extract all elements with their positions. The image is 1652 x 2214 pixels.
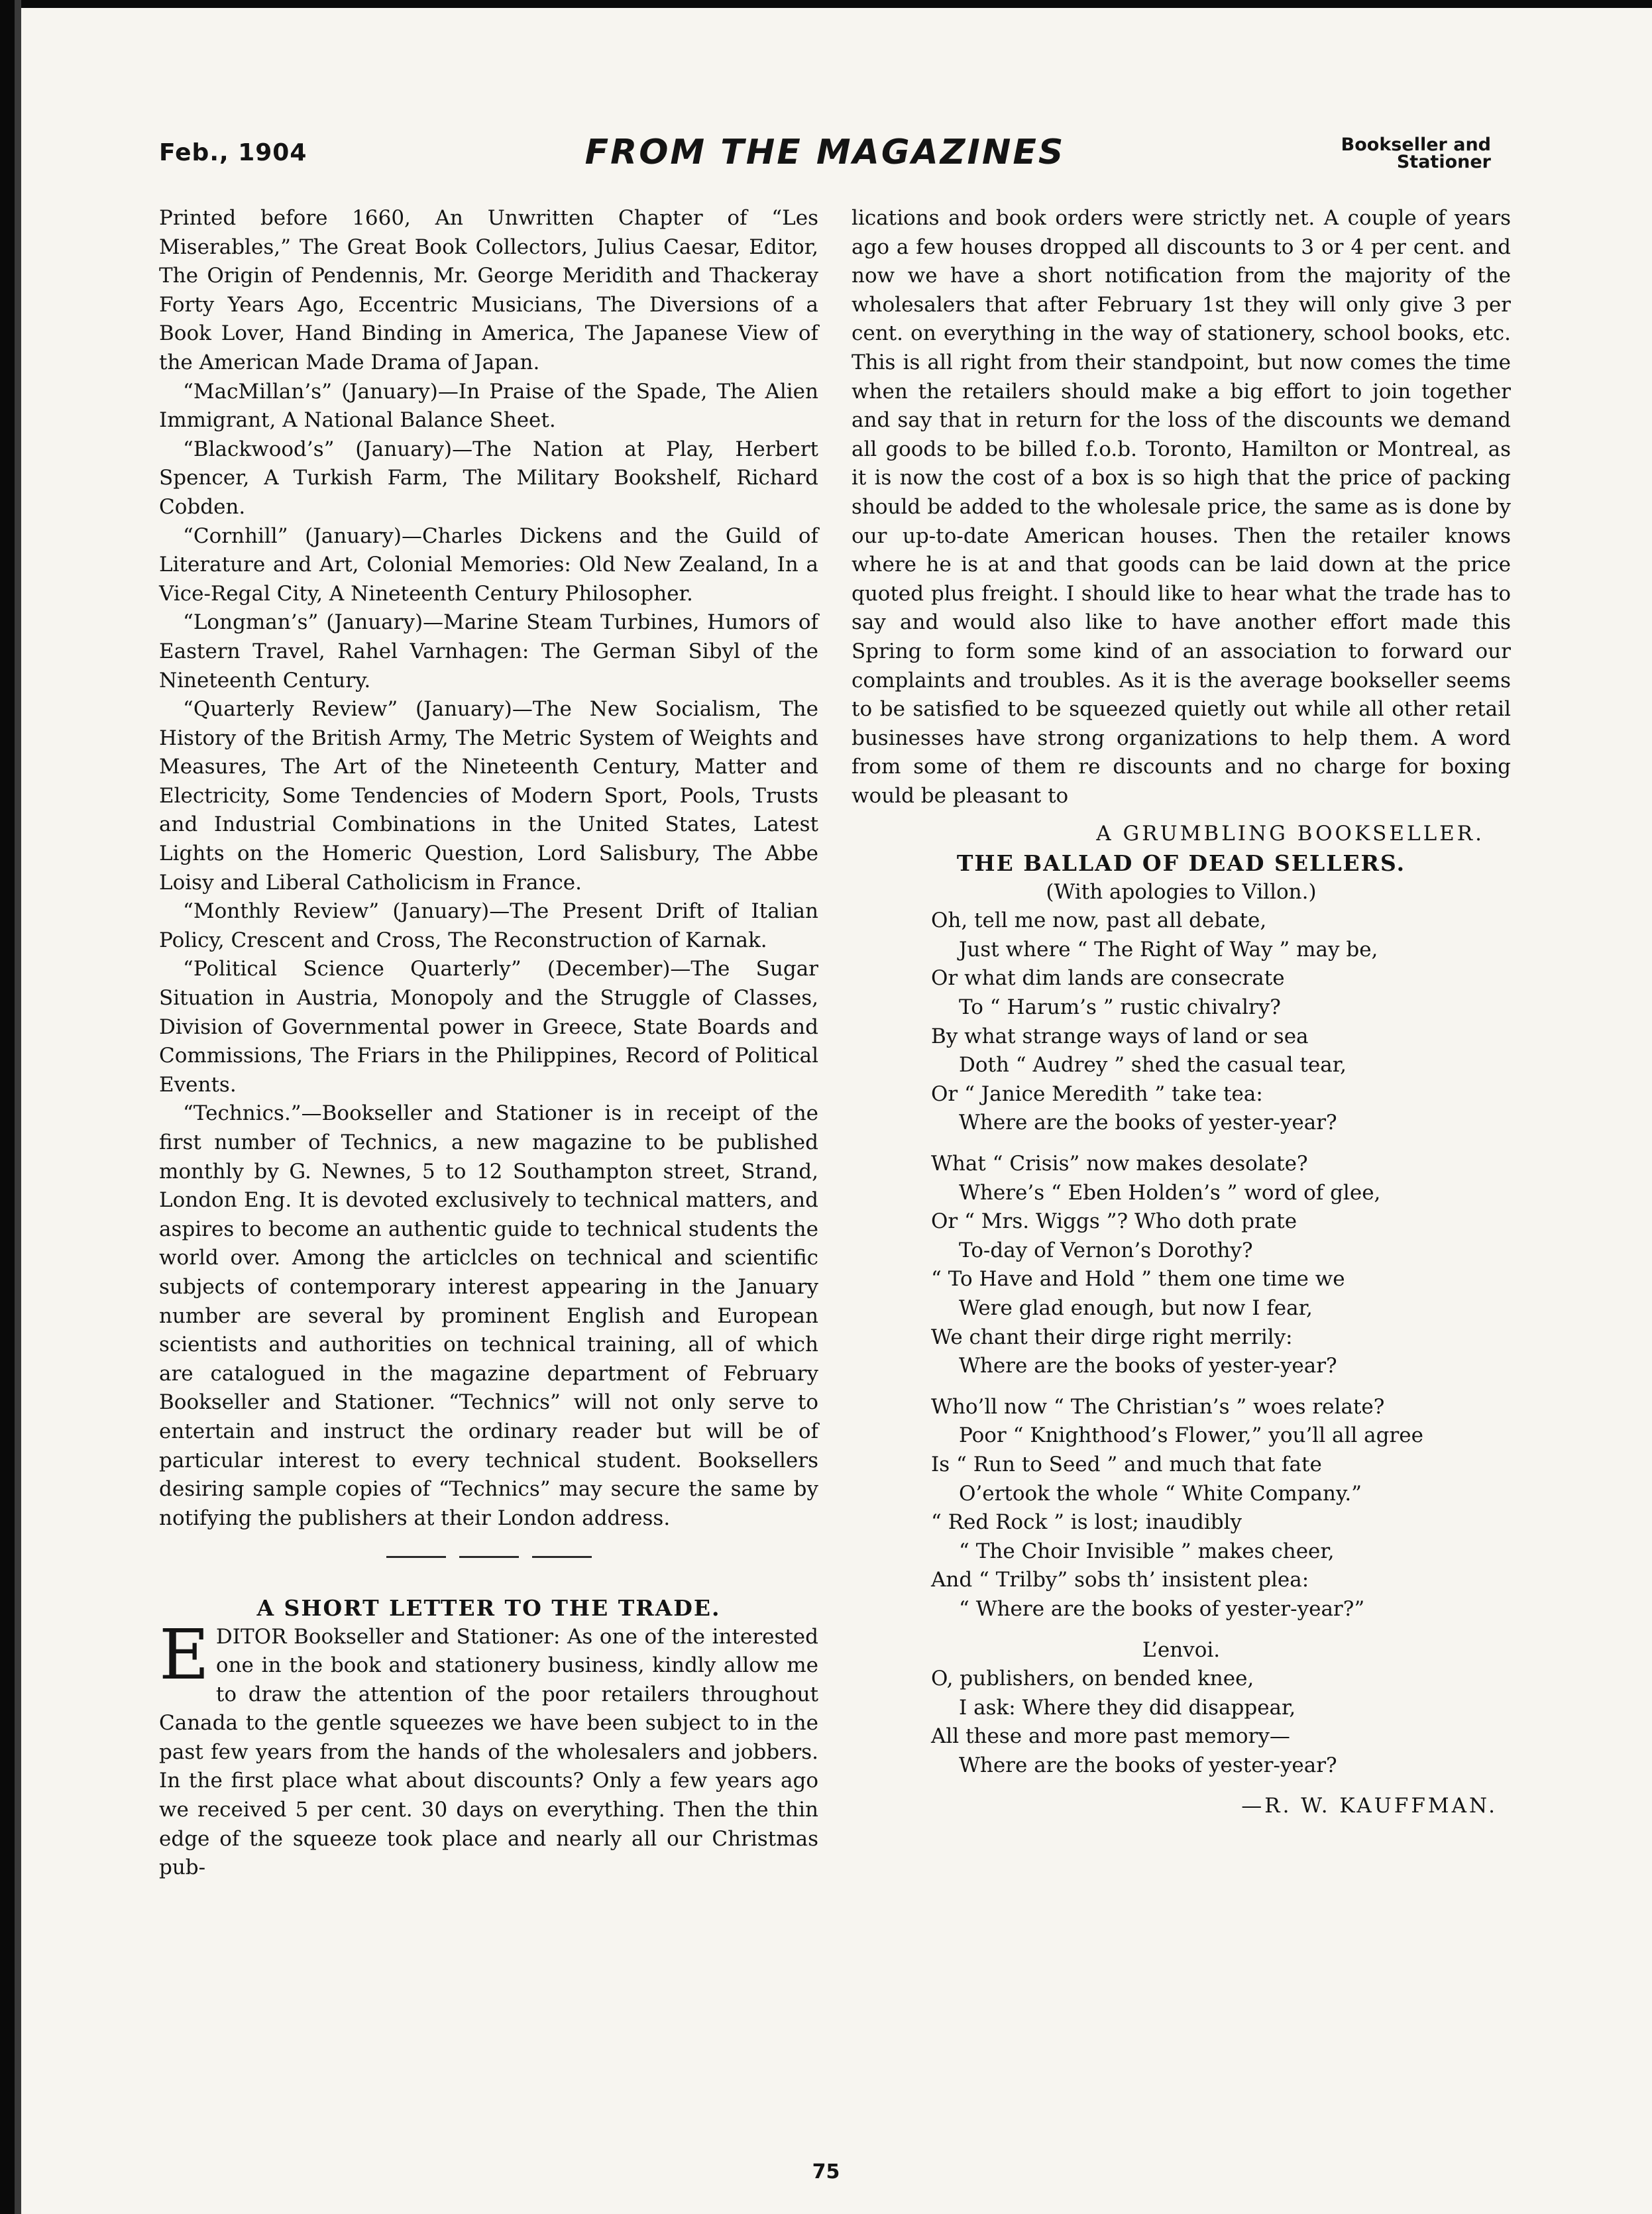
magazine-listing: “Longman’s” (January)—Marine Steam Turbines, Humors of Eastern Travel, Rahel Varnhagen: The German Sibyl of the Nineteenth Century. (159, 610, 818, 692)
page-left-edge (0, 0, 15, 2214)
verse-line: Poor “ Knighthood’s Flower,” you’ll all agree (959, 1423, 1423, 1448)
page-top-edge (0, 0, 1652, 8)
verse-line: Where are the books of yester-year? (959, 1753, 1337, 1777)
ballad-stanza (931, 1150, 1511, 1381)
verse-line: What “ Crisis” now makes desolate? (931, 1152, 1308, 1176)
ballad-title: THE BALLAD OF DEAD SELLERS. (956, 850, 1406, 877)
verse-line: “ The Choir Invisible ” makes cheer, (959, 1539, 1335, 1563)
ballad-author: —R. W. KAUFFMAN. (1241, 1794, 1498, 1818)
verse-line: “ Red Rock ” is lost; inaudibly (931, 1510, 1242, 1535)
verse-line: Oh, tell me now, past all debate, (931, 909, 1267, 933)
verse-line: We chant their dirge right merrily: (931, 1325, 1293, 1349)
technics-notice: “Technics.”—Bookseller and Stationer is in receipt of the first number of Technics, a new magazine to be published monthly by G. Newnes, 5 to 12 Southampton street, Strand, London Eng. It is devoted exclusively to technical matters, and aspires to become an authentic guide to technical students the world over. Among the articlcles on technical and scientific subjects of contemporary interest appearing in the January number are several by prominent English and European scientists and authorities on technical training, all of which are catalogued in the magazine department of February Bookseller and Stationer. “Technics” will not only serve to entertain and instruct the ordinary reader but will be of particular interest to every technical student. Booksellers desiring sample copies of “Technics” may secure the same by notifying the publishers at their London address. (159, 1101, 818, 1530)
verse-line: Just where “ The Right of Way ” may be, (959, 937, 1378, 962)
magazine-listing: “Blackwood’s” (January)—The Nation at Play, Herbert Spencer, A Turkish Farm, The Military Bookshelf, Richard Cobden. (159, 437, 818, 519)
letter-text: DITOR Bookseller and Stationer: As one of the interested one in the book and stationery business, kindly allow me to draw the attention of the poor retailers throughout Canada to the gentle squeezes we have been subject to in the past few years from the hands of the wholesalers and jobbers. In the first place what about discounts? Only a few years ago we received 5 per cent. 30 days on everything. Then the thin edge of the squeeze took place and nearly all our Christmas pub- (159, 1624, 818, 1880)
ballad-stanza (931, 1393, 1511, 1624)
left-column (159, 204, 818, 1883)
publication-name-line2: Stationer (1396, 152, 1491, 172)
section-divider (159, 1542, 818, 1571)
envoi-stanza (931, 1665, 1511, 1780)
letter-heading: A SHORT LETTER TO THE TRADE. (256, 1594, 721, 1621)
publication-name (1341, 137, 1491, 171)
verse-line: Or “ Mrs. Wiggs ”? Who doth prate (931, 1209, 1297, 1234)
magazine-listing: “Political Science Quarterly” (December)—The Sugar Situation in Austria, Monopoly and the Struggle of Classes, Division of Governmental power in Greece, State Boards and Commissions, The Friars in the Philippines, Record of Political Events. (159, 957, 818, 1097)
ballad-subtitle: (With apologies to Villon.) (1046, 879, 1317, 904)
verse-line: Who’ll now “ The Christian’s ” woes relate? (931, 1394, 1385, 1419)
verse-line: Or “ Janice Meredith ” take tea: (931, 1081, 1263, 1106)
magazine-listing: “Cornhill” (January)—Charles Dickens and the Guild of Literature and Art, Colonial Memories: Old New Zealand, In a Vice-Regal City, A Nineteenth Century Philosopher. (159, 524, 818, 606)
publication-name-line1: Bookseller and (1341, 135, 1491, 155)
verse-line: Where are the books of yester-year? (959, 1354, 1337, 1378)
section-title: FROM THE MAGAZINES (584, 133, 1066, 172)
verse-line: Were glad enough, but now I fear, (959, 1296, 1313, 1320)
verse-line: And “ Trilby” sobs th’ insistent plea: (931, 1568, 1309, 1592)
page-left-edge-shadow (15, 0, 21, 2214)
verse-line: By what strange ways of land or sea (931, 1024, 1309, 1048)
verse-line: To-day of Vernon’s Dorothy? (959, 1238, 1253, 1262)
drop-cap: E (159, 1614, 209, 1695)
right-column (852, 204, 1511, 1821)
ballad-stanza (931, 907, 1511, 1138)
verse-line: All these and more past memory— (931, 1724, 1290, 1749)
magazine-listing: “Monthly Review” (January)—The Present Drift of Italian Policy, Crescent and Cross, The Reconstruction of Karnak. (159, 899, 818, 952)
verse-line: O’ertook the whole “ White Company.” (959, 1481, 1362, 1506)
letter-body-continued: lications and book orders were strictly net. A couple of years ago a few houses dropped all discounts to 3 or 4 per cent. and now we have a short notification from the majority of the wholesalers that after February 1st they will only give 3 per cent. on everything in the way of stationery, school books, etc. This is all right from their standpoint, but now comes the time when the retailers should make a big effort to join together and say that in return for the loss of the discounts we demand all goods to be billed f.o.b. Toronto, Hamilton or Montreal, as it is now the cost of a box is so high that the price of packing should be added to the wholesale price, the same as is done by our up-to-date American houses. Then the retailer knows where he is at and that goods can be laid down at the price quoted plus freight. I should like to hear what the trade has to say and would also like to have another effort made this Spring to form some kind of an association to forward our complaints and troubles. As it is the average bookseller seems to be satisfied to be squeezed quietly out while all other retail businesses have strong organizations to help them. A word from some of them re discounts and no charge for boxing would be pleasant to (852, 206, 1511, 808)
envoi-title: L’envoi. (1142, 1637, 1221, 1662)
magazine-listing: “Quarterly Review” (January)—The New Socialism, The History of the British Army, The Metric System of Weights and Measures, The Art of the Nineteenth Century, Matter and Electricity, Some Tendencies of Modern Sport, Pools, Trusts and Industrial Combinations in the United States, Latest Lights on the Homeric Question, Lord Salisbury, The Abbe Loisy and Liberal Catholicism in France. (159, 697, 818, 895)
letter-signature: A GRUMBLING BOOKSELLER. (1096, 822, 1484, 846)
verse-line: Where’s “ Eben Holden’s ” word of glee, (959, 1180, 1381, 1205)
verse-line: I ask: Where they did disappear, (959, 1695, 1296, 1720)
issue-date: Feb., 1904 (159, 139, 307, 166)
magazine-listing: “MacMillan’s” (January)—In Praise of the Spade, The Alien Immigrant, A National Balance Sheet. (159, 379, 818, 433)
magazine-listing: Printed before 1660, An Unwritten Chapter of “Les Miserables,” The Great Book Collectors, Julius Caesar, Editor, The Origin of Pendennis, Mr. George Meridith and Thackeray Forty Years Ago, Eccentric Musicians, The Diversions of a Book Lover, Hand Binding in America, The Japanese View of the American Made Drama of Japan. (159, 206, 818, 374)
verse-line: “ Where are the books of yester-year?” (959, 1596, 1365, 1621)
letter-body-start (159, 1614, 818, 1883)
verse-line: Or what dim lands are consecrate (931, 966, 1285, 991)
page-number: 75 (812, 2160, 840, 2184)
verse-line: “ To Have and Hold ” them one time we (931, 1267, 1345, 1292)
verse-line: Doth “ Audrey ” shed the casual tear, (959, 1053, 1347, 1078)
verse-line: Is “ Run to Seed ” and much that fate (931, 1452, 1322, 1476)
page-header (159, 133, 1491, 186)
verse-line: Where are the books of yester-year? (959, 1111, 1337, 1135)
verse-line: To “ Harum’s ” rustic chivalry? (959, 995, 1281, 1020)
verse-line: O, publishers, on bended knee, (931, 1667, 1254, 1691)
